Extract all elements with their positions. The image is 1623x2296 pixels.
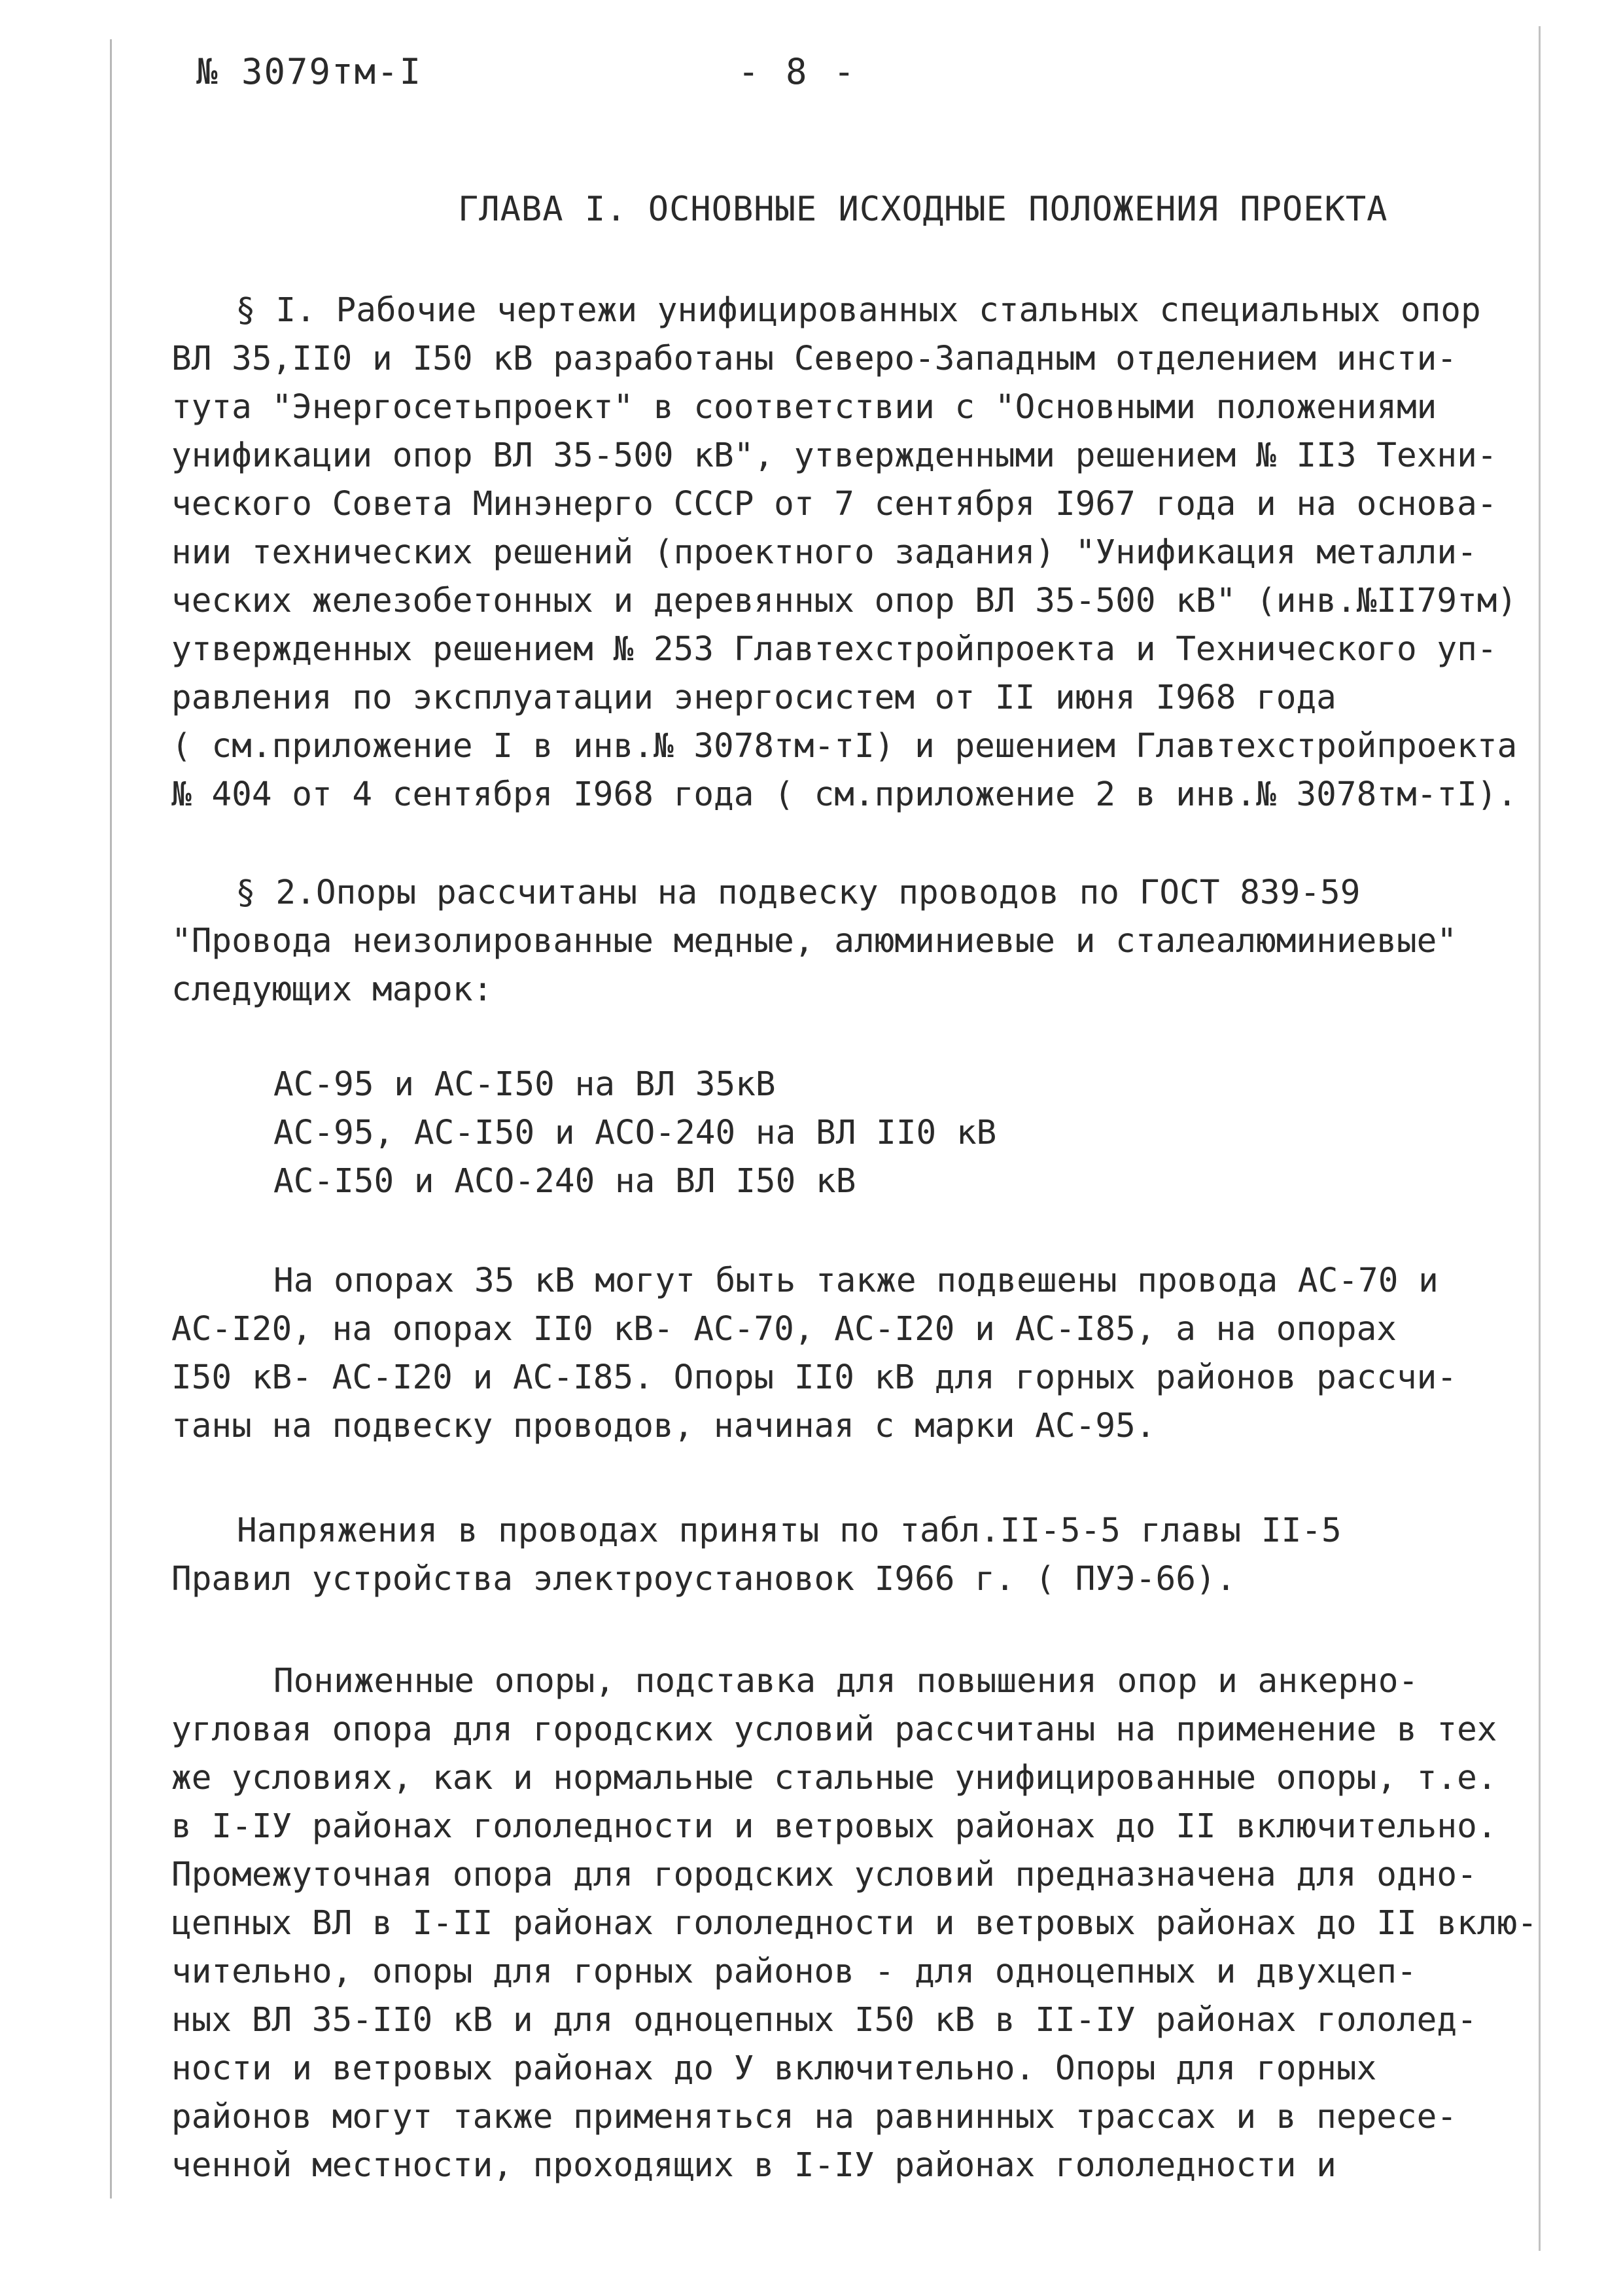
paragraph4-line: Правил устройства электроустановок I966 г. ( ПУЭ-66). — [171, 1560, 1236, 1598]
paragraph5-line: цепных ВЛ в I-II районах гололедности и ветровых районах до II вклю- — [171, 1904, 1537, 1943]
paragraph1-line: ( см.приложение I в инв.№ 3078тм-тI) и решением Главтехстройпроекта — [171, 727, 1518, 766]
paragraph1-line: нии технических решений (проектного задания) "Унификация металли- — [171, 533, 1477, 572]
paragraph5-line: ченной местности, проходящих в I-IУ районах гололедности и — [171, 2146, 1336, 2185]
paragraph1-line: ческих железобетонных и деревянных опор ВЛ 35-500 кВ" (инв.№II79тм) — [171, 582, 1518, 620]
paragraph1-line: утвержденных решением № 253 Главтехстройпроекта и Технического уп- — [171, 630, 1497, 669]
paragraph5-line: ности и ветровых районах до У включительно. Опоры для горных — [171, 2049, 1377, 2088]
scan-edge-right — [1539, 26, 1541, 2251]
paragraph5-line: Пониженные опоры, подставка для повышения опор и анкерно- — [273, 1662, 1419, 1701]
paragraph3-line: I50 кВ- АС-I20 и АС-I85. Опоры II0 кВ для горных районов рассчи- — [171, 1358, 1457, 1397]
paragraph5-line: Промежуточная опора для городских условий предназначена для одно- — [171, 1856, 1477, 1894]
paragraph5-line: же условиях, как и нормальные стальные унифицированные опоры, т.е. — [171, 1759, 1497, 1797]
paragraph2-line: § 2.Опоры рассчитаны на подвеску проводов по ГОСТ 839-59 — [236, 874, 1361, 912]
scan-edge-left — [110, 39, 112, 2199]
paragraph1-line: № 404 от 4 сентября I968 года ( см.приложение 2 в инв.№ 3078тм-тI). — [171, 775, 1518, 814]
paragraph5-line: угловая опора для городских условий рассчитаны на применение в тех — [171, 1710, 1497, 1749]
chapter-title: ГЛАВА I. ОСНОВНЫЕ ИСХОДНЫЕ ПОЛОЖЕНИЯ ПРОЕКТА — [458, 190, 1388, 229]
paragraph1-line: тута "Энергосетьпроект" в соответствии с "Основными положениями — [171, 388, 1437, 427]
paragraph1-line: унификации опор ВЛ 35-500 кВ", утвержденными решением № II3 Техни- — [171, 436, 1497, 475]
paragraph2-line: "Провода неизолированные медные, алюминиевые и сталеалюминиевые" — [171, 922, 1457, 961]
wire-list-item: АС-95 и АС-I50 на ВЛ 35кВ — [273, 1065, 776, 1104]
paragraph3-line: таны на подвеску проводов, начиная с марки АС-95. — [171, 1407, 1156, 1445]
paragraph5-line: в I-IУ районах гололедности и ветровых районах до II включительно. — [171, 1807, 1497, 1846]
paragraph1-line: равления по эксплуатации энергосистем от II июня I968 года — [171, 679, 1336, 717]
paragraph3-line: На опорах 35 кВ могут быть также подвешены провода АС-70 и — [273, 1262, 1439, 1300]
paragraph5-line: ных ВЛ 35-II0 кВ и для одноцепных I50 кВ в II-IУ районах гололед- — [171, 2001, 1477, 2040]
paragraph4-line: Напряжения в проводах приняты по табл.II-5-5 главы II-5 — [237, 1511, 1342, 1550]
page-number: - 8 - — [738, 51, 858, 92]
paragraph5-line: районов могут также применяться на равнинных трассах и в пересе- — [171, 2098, 1457, 2136]
document-number: № 3079тм-I — [196, 51, 423, 92]
paragraph1-line: ВЛ 35,II0 и I50 кВ разработаны Северо-Западным отделением инсти- — [171, 340, 1457, 378]
wire-list-item: АС-95, АС-I50 и АСО-240 на ВЛ II0 кВ — [273, 1114, 997, 1152]
paragraph2-line: следующих марок: — [171, 970, 493, 1009]
wire-list-item: АС-I50 и АСО-240 на ВЛ I50 кВ — [273, 1162, 856, 1201]
paragraph5-line: чительно, опоры для горных районов - для одноцепных и двухцеп- — [171, 1952, 1417, 1991]
paragraph3-line: АС-I20, на опорах II0 кВ- АС-70, АС-I20 и АС-I85, а на опорах — [171, 1310, 1397, 1349]
paragraph1-line: ческого Совета Минэнерго СССР от 7 сентября I967 года и на основа- — [171, 485, 1497, 523]
paragraph1-line: § I. Рабочие чертежи унифицированных стальных специальных опор — [236, 291, 1481, 330]
